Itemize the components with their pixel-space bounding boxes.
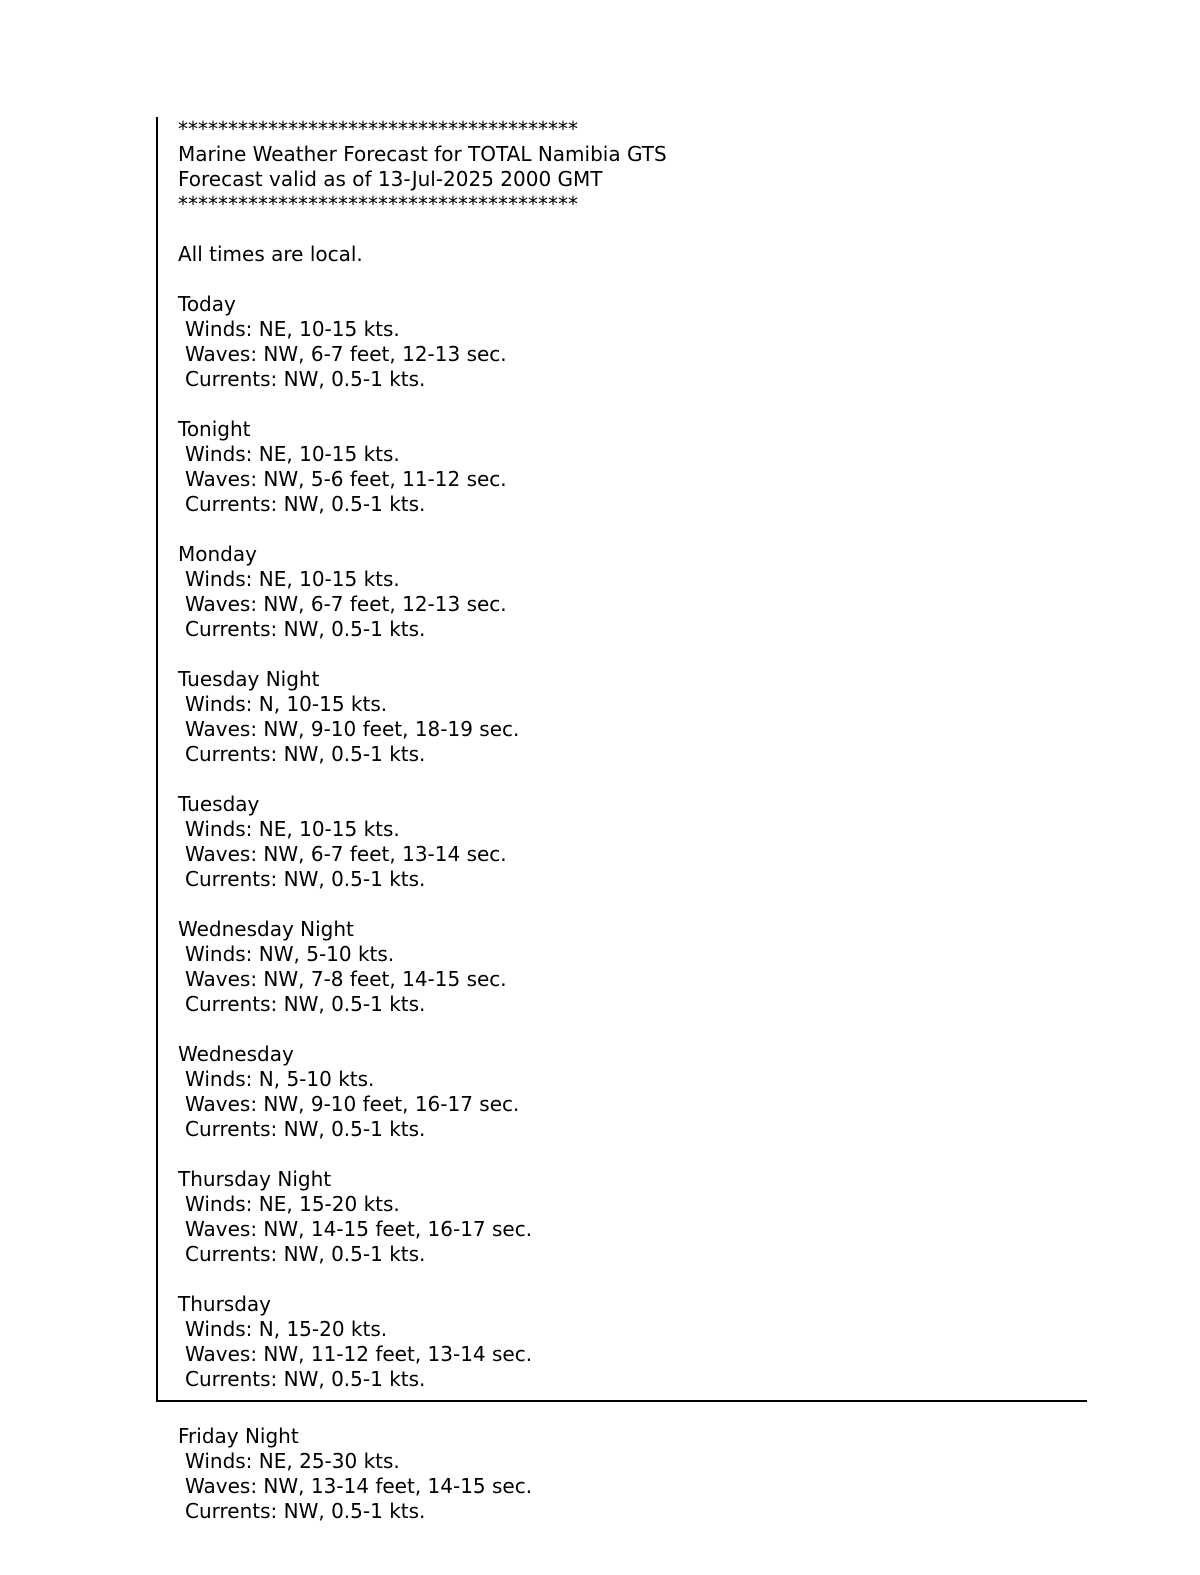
blank-line	[178, 517, 1087, 542]
waves-line: Waves: NW, 5-6 feet, 11-12 sec.	[185, 467, 507, 491]
waves-line: Waves: NW, 7-8 feet, 14-15 sec.	[185, 967, 507, 991]
currents-line: Currents: NW, 0.5-1 kts.	[185, 492, 426, 516]
currents-line: Currents: NW, 0.5-1 kts.	[185, 1242, 426, 1266]
winds-line: Winds: NE, 10-15 kts.	[185, 317, 400, 341]
winds-line: Winds: N, 5-10 kts.	[185, 1067, 375, 1091]
section-period: Tonight	[178, 417, 251, 441]
forecast-section-tonight	[178, 392, 1087, 517]
forecast-section-wednesday	[178, 1017, 1087, 1142]
section-period: Wednesday Night	[178, 917, 354, 941]
waves-line: Waves: NW, 9-10 feet, 18-19 sec.	[185, 717, 520, 741]
waves-line: Waves: NW, 11-12 feet, 13-14 sec.	[185, 1342, 533, 1366]
header-stars-top: ****************************************	[178, 117, 578, 141]
winds-line: Winds: NE, 25-30 kts.	[185, 1449, 400, 1473]
blank-line	[178, 642, 1087, 667]
blank-line	[178, 892, 1087, 917]
section-period: Tuesday	[178, 792, 260, 816]
waves-line: Waves: NW, 6-7 feet, 12-13 sec.	[185, 342, 507, 366]
blank-line	[178, 1017, 1087, 1042]
forecast-section-wednesday-night	[178, 892, 1087, 1017]
winds-line: Winds: NE, 10-15 kts.	[185, 817, 400, 841]
winds-line: Winds: NW, 5-10 kts.	[185, 942, 395, 966]
currents-line: Currents: NW, 0.5-1 kts.	[185, 1499, 426, 1523]
forecast-section-thursday-night	[178, 1142, 1087, 1267]
section-period: Thursday Night	[178, 1167, 332, 1191]
section-period: Today	[178, 292, 236, 316]
blank-line	[178, 767, 1087, 792]
forecast-section-tuesday-night	[178, 642, 1087, 767]
forecast-section-friday-night	[178, 1424, 1200, 1524]
times-note: All times are local.	[178, 242, 363, 266]
waves-line: Waves: NW, 13-14 feet, 14-15 sec.	[185, 1474, 533, 1498]
currents-line: Currents: NW, 0.5-1 kts.	[185, 367, 426, 391]
forecast-section-today	[178, 267, 1087, 392]
section-period: Friday Night	[178, 1424, 299, 1448]
blank-line	[178, 217, 1087, 242]
forecast-section-thursday	[178, 1267, 1087, 1392]
winds-line: Winds: N, 10-15 kts.	[185, 692, 388, 716]
blank-line	[178, 267, 1087, 292]
winds-line: Winds: NE, 10-15 kts.	[185, 567, 400, 591]
currents-line: Currents: NW, 0.5-1 kts.	[185, 992, 426, 1016]
forecast-box	[156, 117, 1087, 1402]
header-stars-bottom: ****************************************	[178, 192, 578, 216]
header-validity: Forecast valid as of 13-Jul-2025 2000 GMT	[178, 167, 603, 191]
winds-line: Winds: NE, 10-15 kts.	[185, 442, 400, 466]
currents-line: Currents: NW, 0.5-1 kts.	[185, 742, 426, 766]
winds-line: Winds: NE, 15-20 kts.	[185, 1192, 400, 1216]
waves-line: Waves: NW, 14-15 feet, 16-17 sec.	[185, 1217, 533, 1241]
currents-line: Currents: NW, 0.5-1 kts.	[185, 1117, 426, 1141]
waves-line: Waves: NW, 6-7 feet, 12-13 sec.	[185, 592, 507, 616]
blank-line	[178, 1267, 1087, 1292]
currents-line: Currents: NW, 0.5-1 kts.	[185, 617, 426, 641]
currents-line: Currents: NW, 0.5-1 kts.	[185, 867, 426, 891]
currents-line: Currents: NW, 0.5-1 kts.	[185, 1367, 426, 1391]
section-period: Thursday	[178, 1292, 271, 1316]
section-period: Wednesday	[178, 1042, 294, 1066]
below-box-content	[178, 1424, 1200, 1524]
section-period: Tuesday Night	[178, 667, 320, 691]
waves-line: Waves: NW, 9-10 feet, 16-17 sec.	[185, 1092, 520, 1116]
blank-line	[178, 1142, 1087, 1167]
section-period: Monday	[178, 542, 257, 566]
forecast-section-monday	[178, 517, 1087, 642]
forecast-section-tuesday	[178, 767, 1087, 892]
header-title: Marine Weather Forecast for TOTAL Namibia GTS	[178, 142, 667, 166]
blank-line	[178, 392, 1087, 417]
winds-line: Winds: N, 15-20 kts.	[185, 1317, 388, 1341]
waves-line: Waves: NW, 6-7 feet, 13-14 sec.	[185, 842, 507, 866]
